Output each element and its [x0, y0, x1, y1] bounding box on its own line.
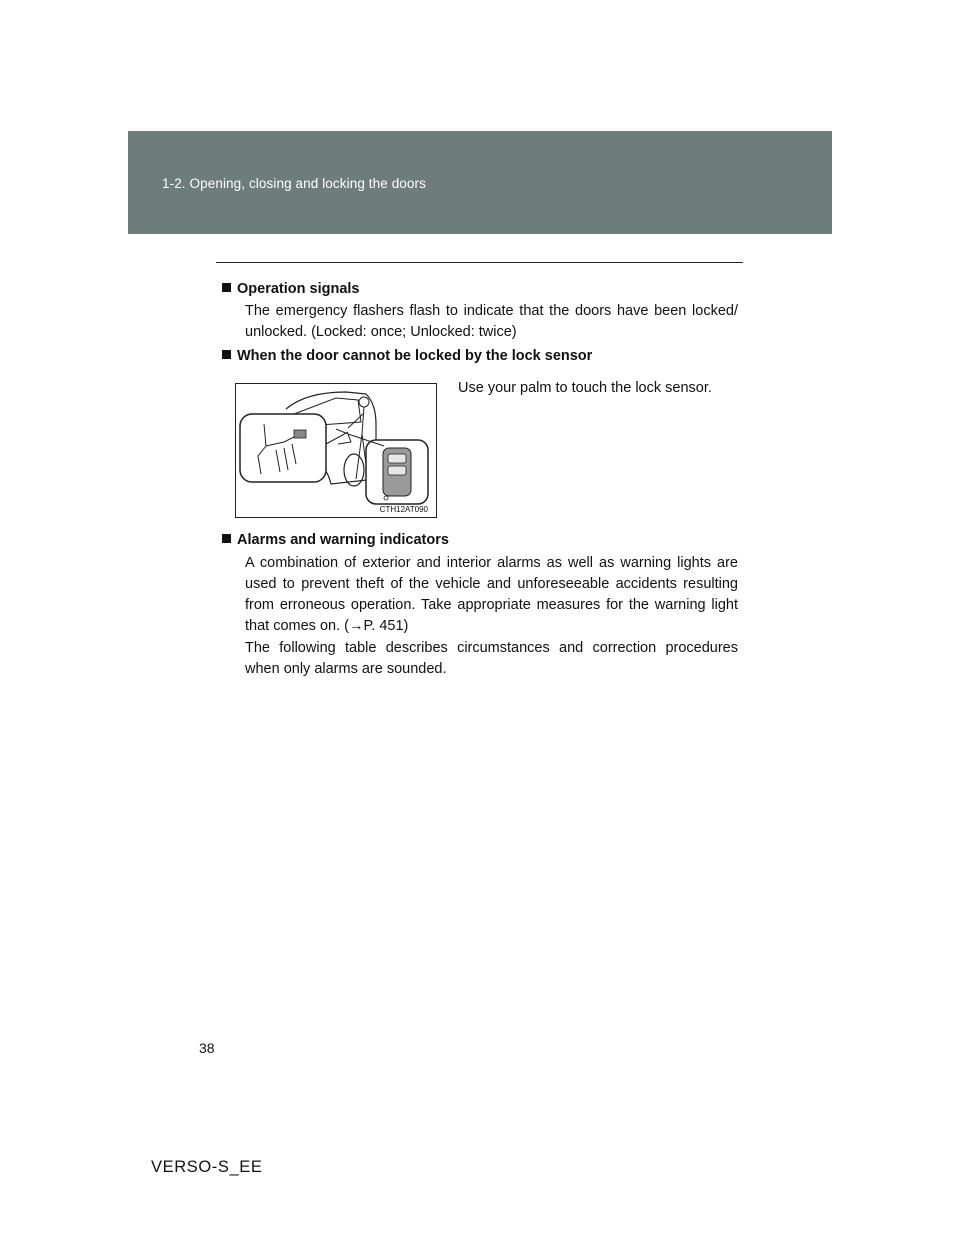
heading-text: When the door cannot be locked by the lock sensor — [237, 348, 593, 364]
lock-sensor-figure — [235, 383, 437, 518]
square-bullet-icon — [222, 350, 231, 359]
square-bullet-icon — [222, 534, 231, 543]
heading-operation-signals — [222, 281, 359, 297]
page-number: 38 — [199, 1040, 215, 1056]
paragraph-operation-signals: The emergency flashers flash to indicate that the doors have been locked/ unlocked. (Locked: once; Unlocked: twice) — [245, 303, 738, 340]
header-rule — [216, 262, 743, 263]
model-code: VERSO-S_EE — [151, 1158, 263, 1176]
paragraph-alarms-2: The following table describes circumstances and correction procedures when only alarms are sounded. — [245, 640, 738, 677]
square-bullet-icon — [222, 283, 231, 292]
palm-touch-illustration — [236, 384, 436, 517]
heading-text: Operation signals — [237, 281, 360, 297]
heading-alarms — [222, 532, 449, 548]
header-band — [128, 131, 832, 234]
figure-caption: Use your palm to touch the lock sensor. — [458, 380, 712, 396]
heading-text: Alarms and warning indicators — [237, 532, 449, 548]
figure-code: CTH12AT090 — [379, 505, 428, 514]
paragraph-alarms-1: A combination of exterior and interior alarms as well as warning lights are used to prevent theft of the vehicle and unforeseeable accidents resulting from erroneous operation. Take appropriate measures for the warning light that comes on. (→P. 451) — [245, 555, 738, 634]
section-title: 1-2. Opening, closing and locking the doors — [162, 176, 426, 191]
heading-lock-sensor — [222, 348, 592, 364]
